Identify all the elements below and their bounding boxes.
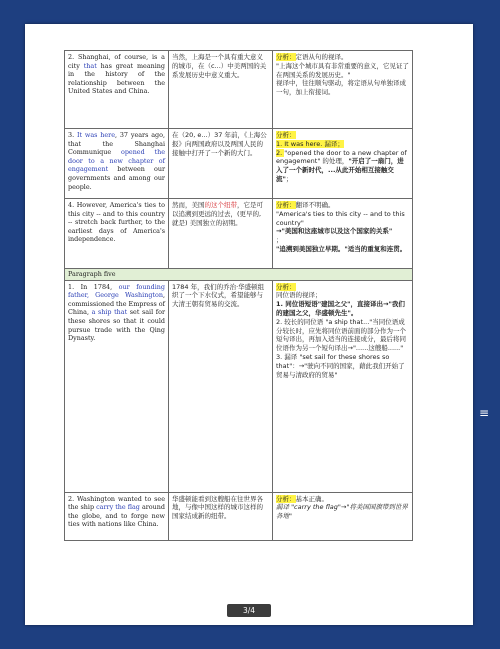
cell-text-run: 同位语的视译；: [276, 291, 322, 300]
student-translation-cell: [169, 492, 273, 540]
cell-text-run: "追溯到美国独立早期。"适当的重复和连贯。: [276, 244, 407, 253]
cell-text-run: 2. 较长的同位语 "a ship that..."当同位语成分较长时，应先将同位语前面的部分作为一个短句译出，再加入适当的连接成分，最后将同位语作为另一个短句译出→"......这艘船......": [276, 317, 406, 353]
cell-text-run: 基本正确。: [295, 494, 328, 503]
cell-text-run: set sail for these shores so that it could pursue trade with the Qing Dynasty.: [68, 308, 165, 343]
student-translation-cell: [169, 129, 273, 199]
cell-text-run: a ship that: [91, 308, 128, 317]
cell-text-run: 的这个纽带: [204, 201, 237, 209]
analysis-cell: [273, 280, 413, 492]
cell-text-run: 然而，美国: [172, 201, 205, 209]
cell-text-run: 翻译不明确。: [295, 201, 335, 209]
cell-text-run: 视译中，往往顺句驱动，将定语从句单独译成一句，加上衔接词。: [276, 79, 406, 97]
cell-text-run: , commissioned the Empress of China,: [68, 291, 166, 317]
cell-text-run: 分析：: [276, 282, 296, 291]
table-row: [65, 199, 413, 269]
cell-text-run: 分析：: [276, 201, 296, 209]
cell-text-run: 分析：: [276, 53, 296, 61]
cell-text-run: 分析：: [276, 494, 296, 503]
cell-text-run: It was here: [76, 131, 115, 139]
cell-text-run: around the globe, and to forge new ties with nations like China.: [68, 503, 165, 529]
cell-text-run: 4. However, America's ties to this city -- and to this country -- stretch back further, to the earliest days of America's independence.: [68, 201, 165, 244]
source-text-cell: [65, 492, 169, 540]
cell-text-run: 2. Shanghai, of course, is a city: [68, 53, 165, 70]
cell-text-run: 漏译 "carry the flag"→"将美国国旗带到世界各地": [276, 503, 408, 521]
cell-text-run: 3. 漏译 "set sail for these shores so that"：→"驶向不同的国家，藉此我们开始了贸易与清政府的贸易": [276, 352, 405, 379]
cell-text-run: carry the flag: [96, 503, 140, 512]
analysis-cell: [273, 129, 413, 199]
source-text-cell: [65, 51, 169, 129]
cell-text-run: "opened the door to a new chapter of engagement" 的处理，: [276, 148, 407, 166]
cell-text-run: ；: [276, 236, 283, 245]
translation-table: [64, 50, 413, 541]
cell-text-run: 2. Washington wanted to see the ship: [68, 494, 165, 512]
menu-icon[interactable]: ≡: [478, 406, 490, 420]
table-row: [65, 51, 413, 129]
paragraph-header-row: [65, 269, 413, 281]
source-text-cell: [65, 199, 169, 269]
cell-text-run: 1784 年，我们的乔治·华盛顿组织了一个下水仪式，希望能够与大清王朝有贸易的交流。: [172, 282, 265, 309]
cell-text-run: 分析：: [276, 131, 296, 139]
cell-text-run: has great meaning in the history of the relationship between the United States and China.: [68, 61, 165, 96]
source-text-cell: [65, 129, 169, 199]
cell-text-run: "America's ties to this city -- and to this country": [276, 209, 405, 227]
analysis-cell: [273, 199, 413, 269]
student-translation-cell: [169, 199, 273, 269]
cell-text-run: 2.: [276, 148, 285, 157]
cell-text-run: "开启了一扇门，进入了一个新时代，...从此开始相互接触交流": [276, 157, 404, 183]
cell-text-run: that: [83, 61, 97, 70]
cell-text-run: 1. 同位语短语"建国之父"，直接译出→"我们的建国之父，华盛顿先生"。: [276, 300, 405, 317]
cell-text-run: 在（20, e...）37 年前，《上海公报》向两国政府以及两国人民的接触中打开了一个新的大门。: [172, 131, 267, 157]
cell-text-run: 当然，上海是一个具有重大意义的城市，在（c...）中美两国的关系发展历史中意义重大。: [172, 53, 267, 79]
cell-text-run: 华盛顿能看到这艘船在往世界各地，与像中国这样的城市这样的国家结成新的纽带。: [172, 494, 263, 521]
cell-text-run: our founding father, George Washington: [68, 282, 165, 300]
cell-text-run: between our governments and among our people.: [68, 165, 165, 191]
analysis-cell: [273, 51, 413, 129]
cell-text-run: 1. It was here. 漏译；: [276, 139, 344, 148]
cell-text-run: ，它是可以追溯到更远的过去，(更早的, 就是) 美国独立的初期。: [172, 201, 263, 227]
cell-text-run: 3.: [68, 131, 77, 139]
source-text-cell: [65, 280, 169, 492]
table-row: [65, 492, 413, 540]
table-row: [65, 129, 413, 199]
student-translation-cell: [169, 280, 273, 492]
cell-text-run: "上海这个城市具有非常重要的意义，它见证了在两国关系的发展历史。": [276, 61, 409, 79]
paragraph-label: Paragraph five: [65, 269, 413, 281]
cell-text-run: 1. In 1784,: [68, 282, 119, 291]
page-indicator[interactable]: 3/4: [227, 604, 271, 617]
table-row: [65, 280, 413, 492]
cell-text-run: →"美国和这座城市以及这个国家的关系": [276, 227, 393, 236]
cell-text-run: 定语从句的视译。: [295, 53, 348, 61]
student-translation-cell: [169, 51, 273, 129]
analysis-cell: [273, 492, 413, 540]
cell-text-run: , 37 years ago, that the Shanghai Communique: [68, 131, 165, 157]
cell-text-run: opened the door to a new chapter of engagement: [68, 148, 165, 174]
cell-text-run: ；: [285, 174, 293, 183]
